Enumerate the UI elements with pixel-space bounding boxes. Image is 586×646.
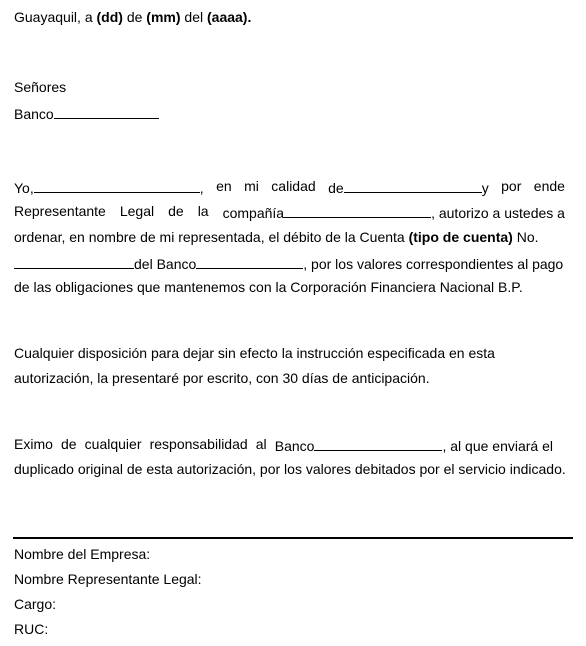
legal-rep-label: Nombre Representante Legal: [14,571,202,587]
p1-y: y [481,180,489,196]
account-number-blank [14,254,134,269]
name-blank [34,178,200,193]
p1-no: No. [516,229,539,245]
bank-label: Banco [14,106,54,122]
p1-compania-group [223,203,565,221]
p1-por: por [501,178,522,194]
exempt-bank-blank [314,436,442,451]
p1-yo-group: Yo, , [14,180,204,196]
p3-responsabilidad: responsabilidad [149,436,248,452]
p1-line2 [14,203,565,221]
p1-mi: mi [244,178,259,194]
p1-ordenar: ordenar, en nombre de mi representada, el débito de la Cuenta [14,229,405,245]
position-label: Cargo: [14,596,57,612]
signature-line [13,537,573,539]
p2-line1: Cualquier disposición para dejar sin efecto la instrucción especificada en esta [14,345,495,361]
p1-autorizo: , autorizo a ustedes a [431,205,565,221]
p1-representante: Representante [14,203,106,219]
p1-de-group [328,178,489,196]
p1-line3 [14,229,539,245]
p1-ende: ende [533,178,565,194]
bank-blank [54,104,159,119]
p1-de2: de [168,203,184,219]
greeting: Señores [14,79,67,95]
p3-banco: Banco [274,438,315,454]
ruc-label: RUC: [14,621,49,637]
company-blank [284,203,431,218]
p1-line4 [14,254,563,272]
p3-eximo: Eximo [14,436,53,452]
p1-compania: compañía [222,205,285,221]
capacity-blank [344,178,482,193]
p1-valores: , por los valores correspondientes al pago [303,256,564,272]
p1-legal: Legal [119,203,155,219]
p1-de: de [328,180,344,196]
p1-line1 [14,178,565,196]
bank-recipient-line [14,104,159,122]
city-text: Guayaquil, a [14,9,93,25]
year-placeholder: (aaaa). [207,9,252,25]
p3-banco-group [275,436,553,454]
p1-calidad: calidad [271,178,316,194]
p2-line2: autorización, la presentaré por escrito, con 30 días de anticipación. [14,370,430,386]
bank-name-blank [196,254,303,269]
del-text: del [184,9,204,25]
p1-la: la [197,203,209,219]
p1-en: en [216,178,232,194]
month-placeholder: (mm) [146,9,181,25]
company-name-label: Nombre del Empresa: [14,546,151,562]
day-placeholder: (dd) [96,9,123,25]
p3-line1 [14,436,553,454]
p3-cualquier: cualquier [84,436,142,452]
p1-yo: Yo, [14,180,34,196]
account-type-placeholder: (tipo de cuenta) [408,229,513,245]
p3-line2: duplicado original de esta autorización, por los valores debitados por el servicio indicado. [14,461,566,477]
p3-al: al [255,436,267,452]
date-line [14,9,251,25]
p1-line5: de las obligaciones que mantenemos con la Corporación Financiera Nacional B.P. [14,279,523,295]
p3-de: de [61,436,77,452]
p1-del-banco: del Banco [134,256,197,272]
de-text: de [126,9,143,25]
p3-enviara: , al que enviará el [442,438,553,454]
